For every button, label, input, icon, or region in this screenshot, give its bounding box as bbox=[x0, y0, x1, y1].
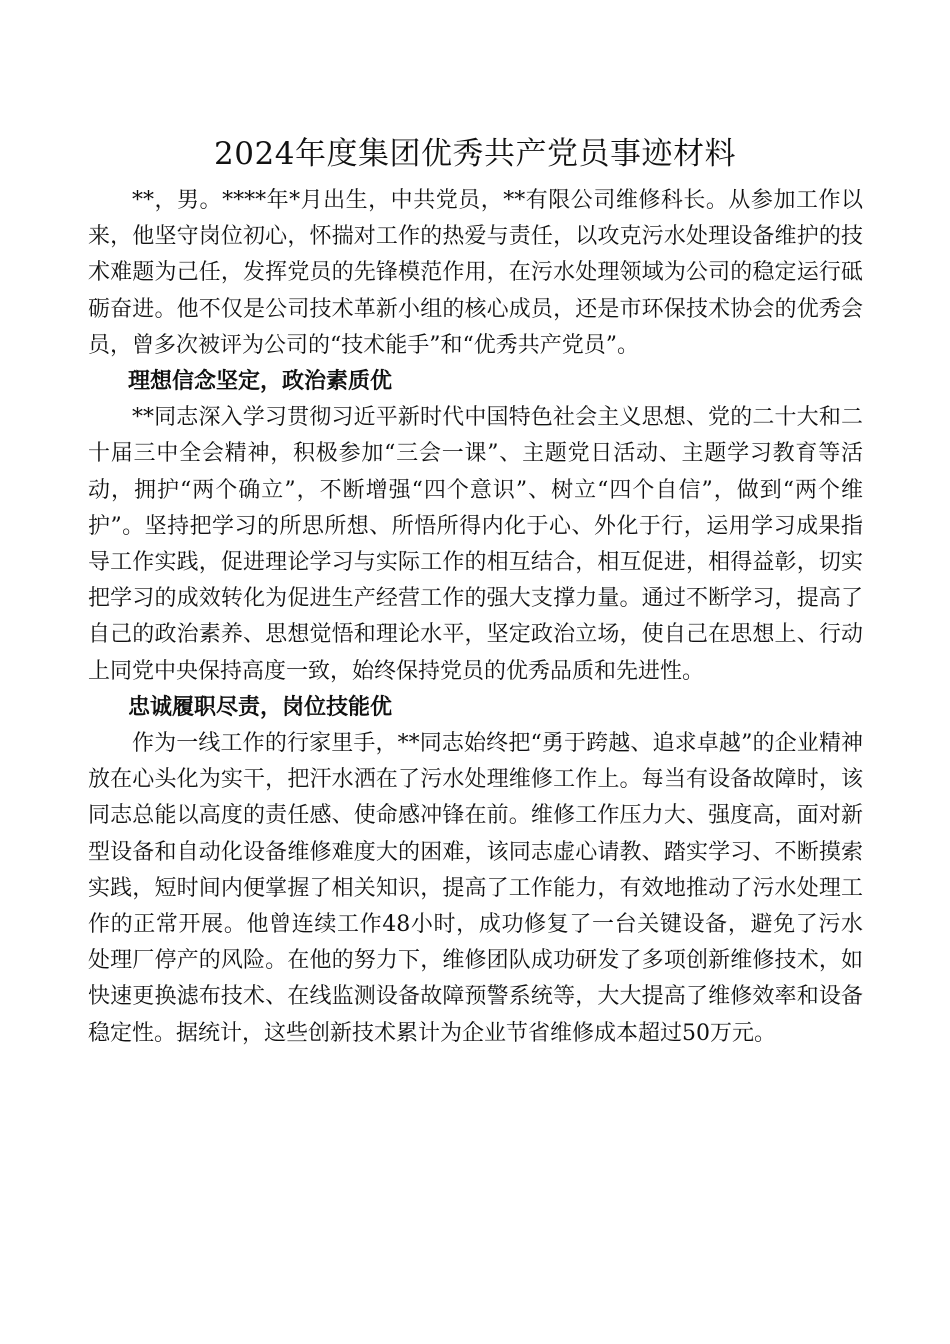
document-title: 2024年度集团优秀共产党员事迹材料 bbox=[214, 136, 736, 172]
document-body bbox=[88, 183, 863, 1052]
section-heading-political: 理想信念坚定，政治素质优 bbox=[128, 369, 393, 395]
section-paragraph-duty: 作为一线工作的行家里手，**同志始终把“勇于跨越、追求卓越”的企业精神放在心头化为实干，把汗水洒在了污水处理维修工作上。每当有设备故障时，该同志总能以高度的责任感、使命感冲锋在前。维修工作压力大、强度高，面对新型设备和自动化设备维修难度大的困难，该同志虚心请教、踏实学习、不断摸索实践，短时间内便掌握了相关知识，提高了工作能力，有效地推动了污水处理工作的正常开展。他曾连续工作48小时，成功修复了一台关键设备，避免了污水处理厂停产的风险。在他的努力下，维修团队成功研发了多项创新维修技术，如快速更换滤布技术、在线监测设备故障预警系统等，大大提高了维修效率和设备稳定性。据统计，这些创新技术累计为企业节省维修成本超过50万元。 bbox=[88, 731, 863, 1046]
section-paragraph-political: **同志深入学习贯彻习近平新时代中国特色社会主义思想、党的二十大和二十届三中全会精神，积极参加“三会一课”、主题党日活动、主题学习教育等活动，拥护“两个确立”，不断增强“四个意识”、树立“四个自信”，做到“两个维护”。坚持把学习的所思所想、所悟所得内化于心、外化于行，运用学习成果指导工作实践，促进理论学习与实际工作的相互结合，相互促进，相得益彰，切实把学习的成效转化为促进生产经营工作的强大支撑力量。通过不断学习，提高了自己的政治素养、思想觉悟和理论水平，坚定政治立场，使自己在思想上、行动上同党中央保持高度一致，始终保持党员的优秀品质和先进性。 bbox=[88, 405, 863, 684]
intro-paragraph: **，男。****年*月出生，中共党员，**有限公司维修科长。从参加工作以来，他坚守岗位初心，怀揣对工作的热爱与责任，以攻克污水处理设备维护的技术难题为己任，发挥党员的先锋模范作用，在污水处理领域为公司的稳定运行砥砺奋进。他不仅是公司技术革新小组的核心成员，还是市环保技术协会的优秀会员，曾多次被评为公司的“技术能手”和“优秀共产党员”。 bbox=[88, 188, 863, 358]
section-heading-duty: 忠诚履职尽责，岗位技能优 bbox=[128, 694, 393, 720]
